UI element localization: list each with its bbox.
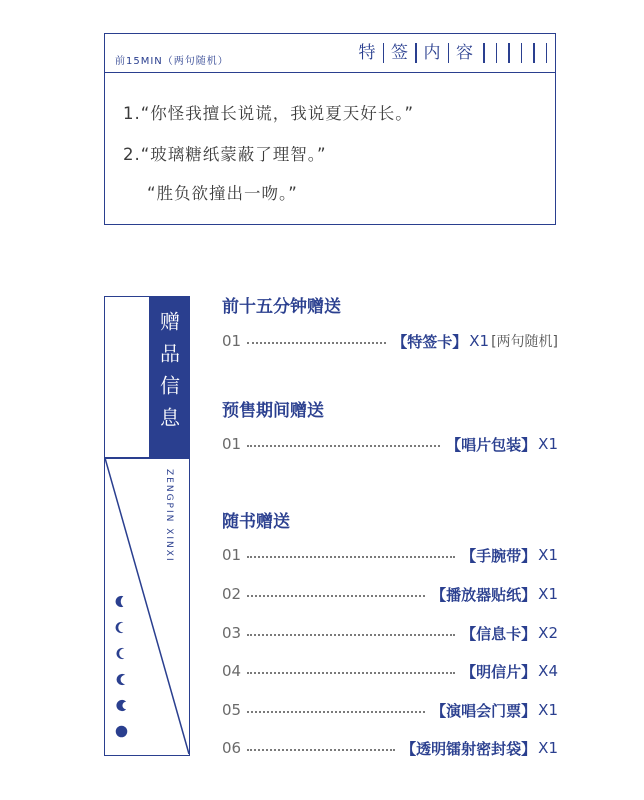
tag-title-block — [149, 297, 189, 457]
gift-name: 【特签卡】 — [392, 332, 468, 351]
gift-row — [222, 700, 558, 720]
dot-leader — [247, 672, 455, 674]
gift-quantity: X1 — [469, 332, 490, 350]
tag-pinyin: ZENGPIN XINXI — [164, 469, 174, 563]
dot-leader — [247, 556, 455, 558]
dot-leader — [247, 595, 425, 597]
gift-row — [222, 584, 558, 604]
moon-phase-icon — [115, 699, 128, 712]
dot-leader — [247, 749, 395, 751]
gift-quantity: X1 — [538, 739, 558, 757]
row-number: 04 — [222, 662, 242, 680]
dot-leader — [247, 634, 455, 636]
moon-phase-icon — [115, 725, 128, 738]
gift-quantity: X1 — [538, 701, 558, 719]
quote-line-3: “胜负欲撞出一吻。” — [147, 184, 298, 203]
section-title-presale: 预售期间赠送 — [222, 401, 324, 421]
gift-quantity: X1 — [538, 546, 558, 564]
row-number: 02 — [222, 585, 242, 603]
row-number: 06 — [222, 739, 242, 757]
quote-line-1: 1.“你怪我擅长说谎，我说夏天好长。” — [123, 104, 415, 123]
moon-phase-icon — [115, 621, 128, 634]
gift-row — [222, 545, 558, 565]
dot-leader — [247, 342, 386, 344]
row-number: 03 — [222, 624, 242, 642]
gift-row — [222, 434, 558, 454]
gift-name: 【手腕带】 — [461, 546, 537, 565]
header-char: 签 — [391, 43, 408, 63]
gift-name: 【播放器贴纸】 — [431, 585, 537, 604]
gift-quantity: X1 — [538, 585, 558, 603]
gift-name: 【演唱会门票】 — [431, 701, 537, 720]
header-divider — [448, 43, 450, 63]
section-title-first-15min: 前十五分钟赠送 — [222, 297, 341, 317]
gift-note: [两句随机] — [491, 334, 558, 350]
gift-quantity: X2 — [538, 624, 558, 642]
gift-info-tag — [104, 296, 190, 756]
dot-leader — [247, 711, 425, 713]
moon-phase-icon — [115, 647, 128, 660]
header-char: 内 — [423, 43, 441, 63]
header-char: 容 — [456, 43, 473, 63]
section-title-with-book: 随书赠送 — [222, 512, 290, 532]
gift-name: 【明信片】 — [461, 662, 537, 681]
gift-name: 【透明镭射密封袋】 — [401, 739, 537, 758]
row-number: 01 — [222, 435, 242, 453]
gift-row — [222, 738, 558, 758]
card-header — [105, 34, 555, 73]
moon-phase-icon — [115, 673, 128, 686]
gift-row — [222, 661, 558, 681]
header-decor-bars — [483, 43, 547, 63]
gift-name: 【信息卡】 — [461, 624, 537, 643]
quote-line-2: 2.“玻璃糖纸蒙蔽了理智。” — [123, 145, 327, 164]
special-card-content-box — [104, 33, 556, 225]
header-divider — [415, 43, 417, 63]
gift-quantity: X1 — [538, 435, 558, 453]
moon-phase-icon — [115, 595, 128, 608]
gift-quantity: X4 — [538, 662, 558, 680]
card-header-note: 前15MIN（两句随机） — [115, 56, 229, 67]
gift-row — [222, 331, 558, 351]
row-number: 01 — [222, 332, 242, 350]
row-number: 05 — [222, 701, 242, 719]
dot-leader — [247, 445, 440, 447]
header-divider — [383, 43, 385, 63]
tag-title: 赠品信息 — [156, 311, 181, 439]
row-number: 01 — [222, 546, 242, 564]
header-char: 特 — [358, 43, 376, 63]
gift-row — [222, 623, 558, 643]
gift-name: 【唱片包装】 — [446, 435, 537, 454]
card-header-title — [353, 41, 548, 65]
